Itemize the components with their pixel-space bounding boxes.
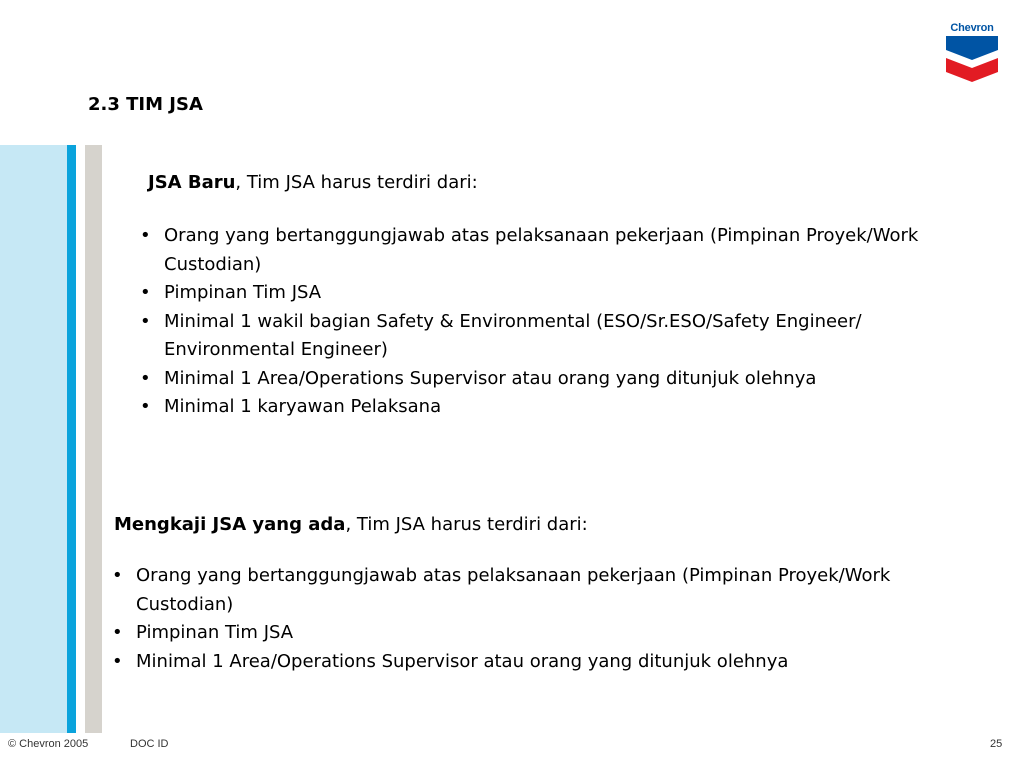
- footer-copyright: © Chevron 2005: [8, 738, 89, 750]
- footer-doc-id: DOC ID: [130, 738, 169, 750]
- chevron-emblem-icon: [944, 36, 1000, 86]
- section1-list: [140, 222, 920, 422]
- footer-page-number: 25: [990, 738, 1003, 750]
- section2-list: [112, 562, 912, 676]
- decor-band-light: [0, 145, 67, 733]
- slide-title: 2.3 TIM JSA: [88, 94, 203, 115]
- decor-band-gap: [76, 145, 85, 733]
- list-item: • Minimal 1 karyawan Pelaksana: [140, 393, 920, 422]
- section2-heading-rest: , Tim JSA harus terdiri dari:: [345, 514, 588, 535]
- section2-heading: [114, 511, 588, 539]
- logo-wordmark: Chevron: [950, 22, 994, 34]
- list-item: • Minimal 1 Area/Operations Supervisor atau orang yang ditunjuk olehnya: [112, 648, 912, 677]
- list-item: • Minimal 1 Area/Operations Supervisor atau orang yang ditunjuk olehnya: [140, 365, 920, 394]
- chevron-logo: [944, 22, 1000, 86]
- decor-band-blue: [67, 145, 76, 733]
- section1-heading: [148, 169, 478, 197]
- section1-heading-bold: JSA Baru: [148, 172, 236, 193]
- list-item: • Orang yang bertanggungjawab atas pelaksanaan pekerjaan (Pimpinan Proyek/Work Custodian): [140, 222, 920, 279]
- list-item: • Pimpinan Tim JSA: [112, 619, 912, 648]
- list-item: • Pimpinan Tim JSA: [140, 279, 920, 308]
- section1-heading-rest: , Tim JSA harus terdiri dari:: [235, 172, 478, 193]
- list-item: • Orang yang bertanggungjawab atas pelaksanaan pekerjaan (Pimpinan Proyek/Work Custodian): [112, 562, 912, 619]
- section2-heading-bold: Mengkaji JSA yang ada: [114, 514, 346, 535]
- list-item: • Minimal 1 wakil bagian Safety & Environmental (ESO/Sr.ESO/Safety Engineer/ Environmental Engineer): [140, 308, 920, 365]
- decor-band-gray: [85, 145, 102, 733]
